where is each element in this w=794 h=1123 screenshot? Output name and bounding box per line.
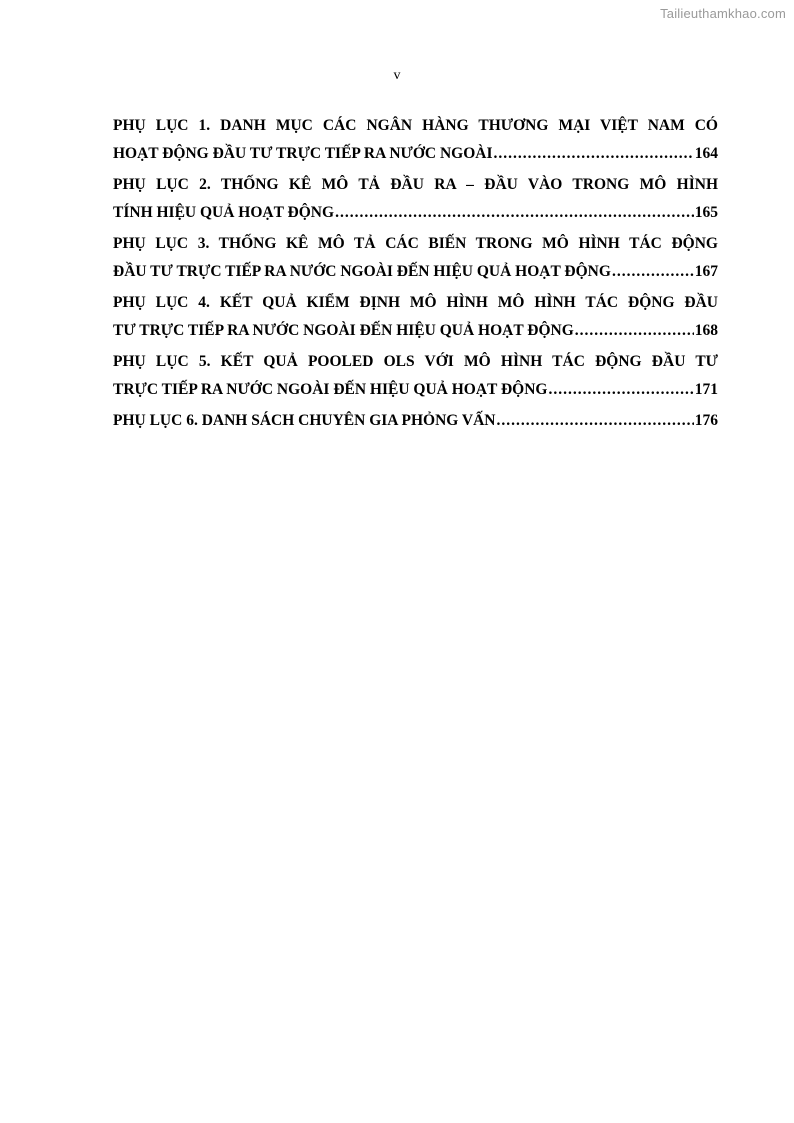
toc-entry-appendix-3[interactable] (113, 230, 718, 286)
dot-leader (548, 376, 693, 404)
toc-entry-appendix-5[interactable] (113, 348, 718, 404)
toc-entry-appendix-2[interactable] (113, 171, 718, 227)
toc-entry-last-line (113, 258, 718, 286)
toc-entry-appendix-1[interactable] (113, 112, 718, 168)
dot-leader (612, 258, 694, 286)
toc-entry-title: PHỤ LỤC 6. DANH SÁCH CHUYÊN GIA PHỎNG VẤN (113, 412, 496, 429)
toc-page-number: 164 (694, 145, 718, 162)
toc-entry-title-continued: TÍNH HIỆU QUẢ HOẠT ĐỘNG (113, 204, 335, 221)
toc-entry-appendix-4[interactable] (113, 289, 718, 345)
dot-leader (494, 140, 694, 168)
toc-page-number: 167 (694, 263, 718, 280)
toc-entry-title-continued: ĐẦU TƯ TRỰC TIẾP RA NƯỚC NGOÀI ĐẾN HIỆU QUẢ HOẠT ĐỘNG (113, 263, 611, 280)
toc-entry-appendix-6[interactable] (113, 407, 718, 435)
toc-entry-last-line (113, 199, 718, 227)
toc-entry-title-line: PHỤ LỤC 2. THỐNG KÊ MÔ TẢ ĐẦU RA – ĐẦU VÀO TRONG MÔ HÌNH (113, 176, 718, 193)
toc-entry-title-line: PHỤ LỤC 1. DANH MỤC CÁC NGÂN HÀNG THƯƠNG MẠI VIỆT NAM CÓ (113, 117, 718, 134)
toc-page-number: 165 (694, 204, 718, 221)
toc-entry-last-line (113, 407, 718, 435)
toc-entry-last-line (113, 317, 718, 345)
toc-entry-title-continued: TRỰC TIẾP RA NƯỚC NGOÀI ĐẾN HIỆU QUẢ HOẠT ĐỘNG (113, 381, 548, 398)
page-number: v (393, 68, 401, 83)
watermark-text: Tailieuthamkhao.com (660, 6, 786, 21)
toc-entry-last-line (113, 376, 718, 404)
toc-entry-title-line: PHỤ LỤC 4. KẾT QUẢ KIỂM ĐỊNH MÔ HÌNH MÔ HÌNH TÁC ĐỘNG ĐẦU (113, 294, 718, 311)
dot-leader (497, 407, 694, 435)
dot-leader (575, 317, 694, 345)
dot-leader (335, 199, 694, 227)
toc-entry-title-continued: TƯ TRỰC TIẾP RA NƯỚC NGOÀI ĐẾN HIỆU QUẢ HOẠT ĐỘNG (113, 322, 574, 339)
toc-entry-last-line (113, 140, 718, 168)
toc-page-number: 171 (694, 381, 718, 398)
toc-entry-title-continued: HOẠT ĐỘNG ĐẦU TƯ TRỰC TIẾP RA NƯỚC NGOÀI (113, 145, 493, 162)
toc-entry-title-line: PHỤ LỤC 3. THỐNG KÊ MÔ TẢ CÁC BIẾN TRONG MÔ HÌNH TÁC ĐỘNG (113, 235, 718, 252)
toc-entry-title-line: PHỤ LỤC 5. KẾT QUẢ POOLED OLS VỚI MÔ HÌNH TÁC ĐỘNG ĐẦU TƯ (113, 353, 718, 370)
table-of-contents (113, 112, 718, 438)
toc-page-number: 168 (694, 322, 718, 339)
toc-page-number: 176 (694, 412, 718, 429)
